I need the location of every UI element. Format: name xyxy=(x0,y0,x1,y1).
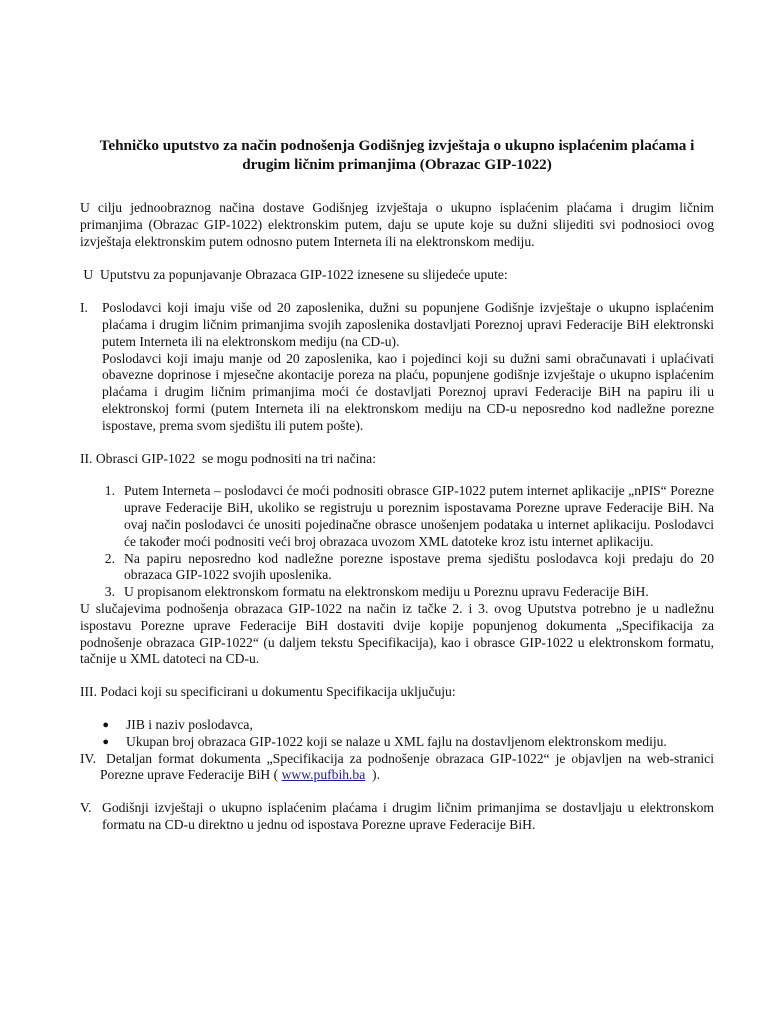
list-item-text: Putem Interneta – poslodavci će moći podnositi obrasce GIP-1022 putem internet aplikacije „nPIS“ Porezne uprave Federacije BiH, ukoliko se registruju u poreznim ispostavama Porezne uprave Federacije BiH. Na ovaj način poslodavci će unositi pojedinačne obrasce unošenjem podataka u internet aplikaciju. Poslodavci će također moći podnositi veći broj obrazaca uvozom XML datoteke kroz istu internet aplikaciju. xyxy=(124,483,714,549)
section-4-text-end: ). xyxy=(365,767,380,783)
section-2-list xyxy=(80,483,714,601)
section-5 xyxy=(80,800,714,834)
pufbih-website-link[interactable]: www.pufbih.ba xyxy=(281,767,366,783)
list-item xyxy=(80,584,714,601)
list-item-text: Ukupan broj obrazaca GIP-1022 koji se nalaze u XML fajlu na dostavljenom elektronskom mediju. xyxy=(126,733,667,749)
intro-paragraph: U cilju jednoobraznog načina dostave Godišnjeg izvještaja o ukupno isplaćenim plaćama i drugim ličnim primanjima (Obrazac GIP-1022) elektronskim putem, daju se upute koje su dužni slijediti svi podnosioci ovog izvještaja elektronskim putem odnosno putem Interneta ili na elektronskom mediju. xyxy=(80,200,714,249)
list-item-text: JIB i naziv poslodavca, xyxy=(126,716,253,732)
section-4-text: Detaljan format dokumenta „Specifikacija za podnošenje obrazaca GIP-1022“ je objavljen na web-stranici Porezne uprave Federacije BiH ( xyxy=(100,750,718,783)
list-item-number: 2. xyxy=(104,550,115,566)
section-4 xyxy=(80,750,718,785)
list-item xyxy=(80,551,714,585)
lead-paragraph: U Uputstvu za popunjavanje Obrazaca GIP-1022 iznesene su slijedeće upute: xyxy=(80,267,508,283)
list-item xyxy=(80,483,714,550)
section-5-body: Godišnji izvještaji o ukupno isplaćenim plaćama i drugim ličnim primanjima se dostavljaju u elektronskom formatu na CD-u direktno u jednu od ispostava Porezne uprave Federacije BiH. xyxy=(102,800,714,832)
section-2-note: U slučajevima podnošenja obrazaca GIP-1022 na način iz tačke 2. i 3. ovog Uputstva potrebno je u nadležnu ispostavu Porezne uprave Federacije BiH dostaviti dvije kopije popunjenog dokumenta „Specifikacija za podnošenje obrazaca GIP-1022“ (u daljem tekstu Specifikacija), kao i obrasce GIP-1022 u elektronskom formatu, tačnije u XML datoteci na CD-u. xyxy=(80,600,714,667)
section-1-body xyxy=(102,300,714,434)
list-item-number: 1. xyxy=(104,483,115,499)
document-title: Tehničko uputstvo za način podnošenja Godišnjeg izvještaja o ukupno isplaćenim plaćama i drugim ličnim primanjima (Obrazac GIP-1022) xyxy=(99,137,695,173)
section-3-list xyxy=(80,717,714,751)
list-item-number: 3. xyxy=(104,584,115,600)
bullet-icon: ● xyxy=(102,718,109,731)
list-item-text: Na papiru neposredno kod nadležne porezne ispostave prema sjedištu poslodavca koji predaju do 20 obrazaca GIP-1022 svojih uposlenika. xyxy=(124,550,714,583)
list-item-text: U propisanom elektronskom formatu na elektronskom mediju u Poreznu upravu Federacije BiH. xyxy=(124,584,649,600)
section-2-heading: II. Obrasci GIP-1022 se mogu podnositi na tri načina: xyxy=(80,450,376,466)
section-5-label: V. xyxy=(80,800,92,816)
list-item xyxy=(80,734,714,751)
section-1-paragraph-1: Poslodavci koji imaju više od 20 zaposlenika, dužni su popunjene Godišnje izvještaje o ukupno isplaćenim plaćama i drugim ličnim primanjima svojih zaposlenika dostavljati Poreznoj upravi Federacije BiH elektronski putem Interneta ili na elektronskom mediju (na CD-u). xyxy=(102,300,714,349)
section-1-paragraph-2: Poslodavci koji imaju manje od 20 zaposlenika, kao i pojedinci koji su dužni sami obračunavati i uplaćivati obavezne doprinose i mjesečne akontacije poreza na plaću, popunjene godišnje izvještaje o ukupno isplaćenim plaćama i drugim ličnim primanjima moći će dostavljati Poreznoj upravi Federacije BiH na papiru ili u elektronskoj formi (putem Interneta ili na elektronskom mediju na CD-u neposredno kod nadležne porezne ispostave, prema svom sjedištu ili putem pošte). xyxy=(102,350,714,433)
section-4-body xyxy=(100,750,718,785)
section-4-label: IV. xyxy=(80,750,96,766)
document-page xyxy=(80,136,718,834)
section-1-label: I. xyxy=(80,300,88,316)
section-3-heading: III. Podaci koji su specificirani u dokumentu Specifikacija uključuju: xyxy=(80,684,456,700)
section-1 xyxy=(80,300,714,434)
list-item xyxy=(80,717,714,734)
bullet-icon: ● xyxy=(102,735,109,748)
